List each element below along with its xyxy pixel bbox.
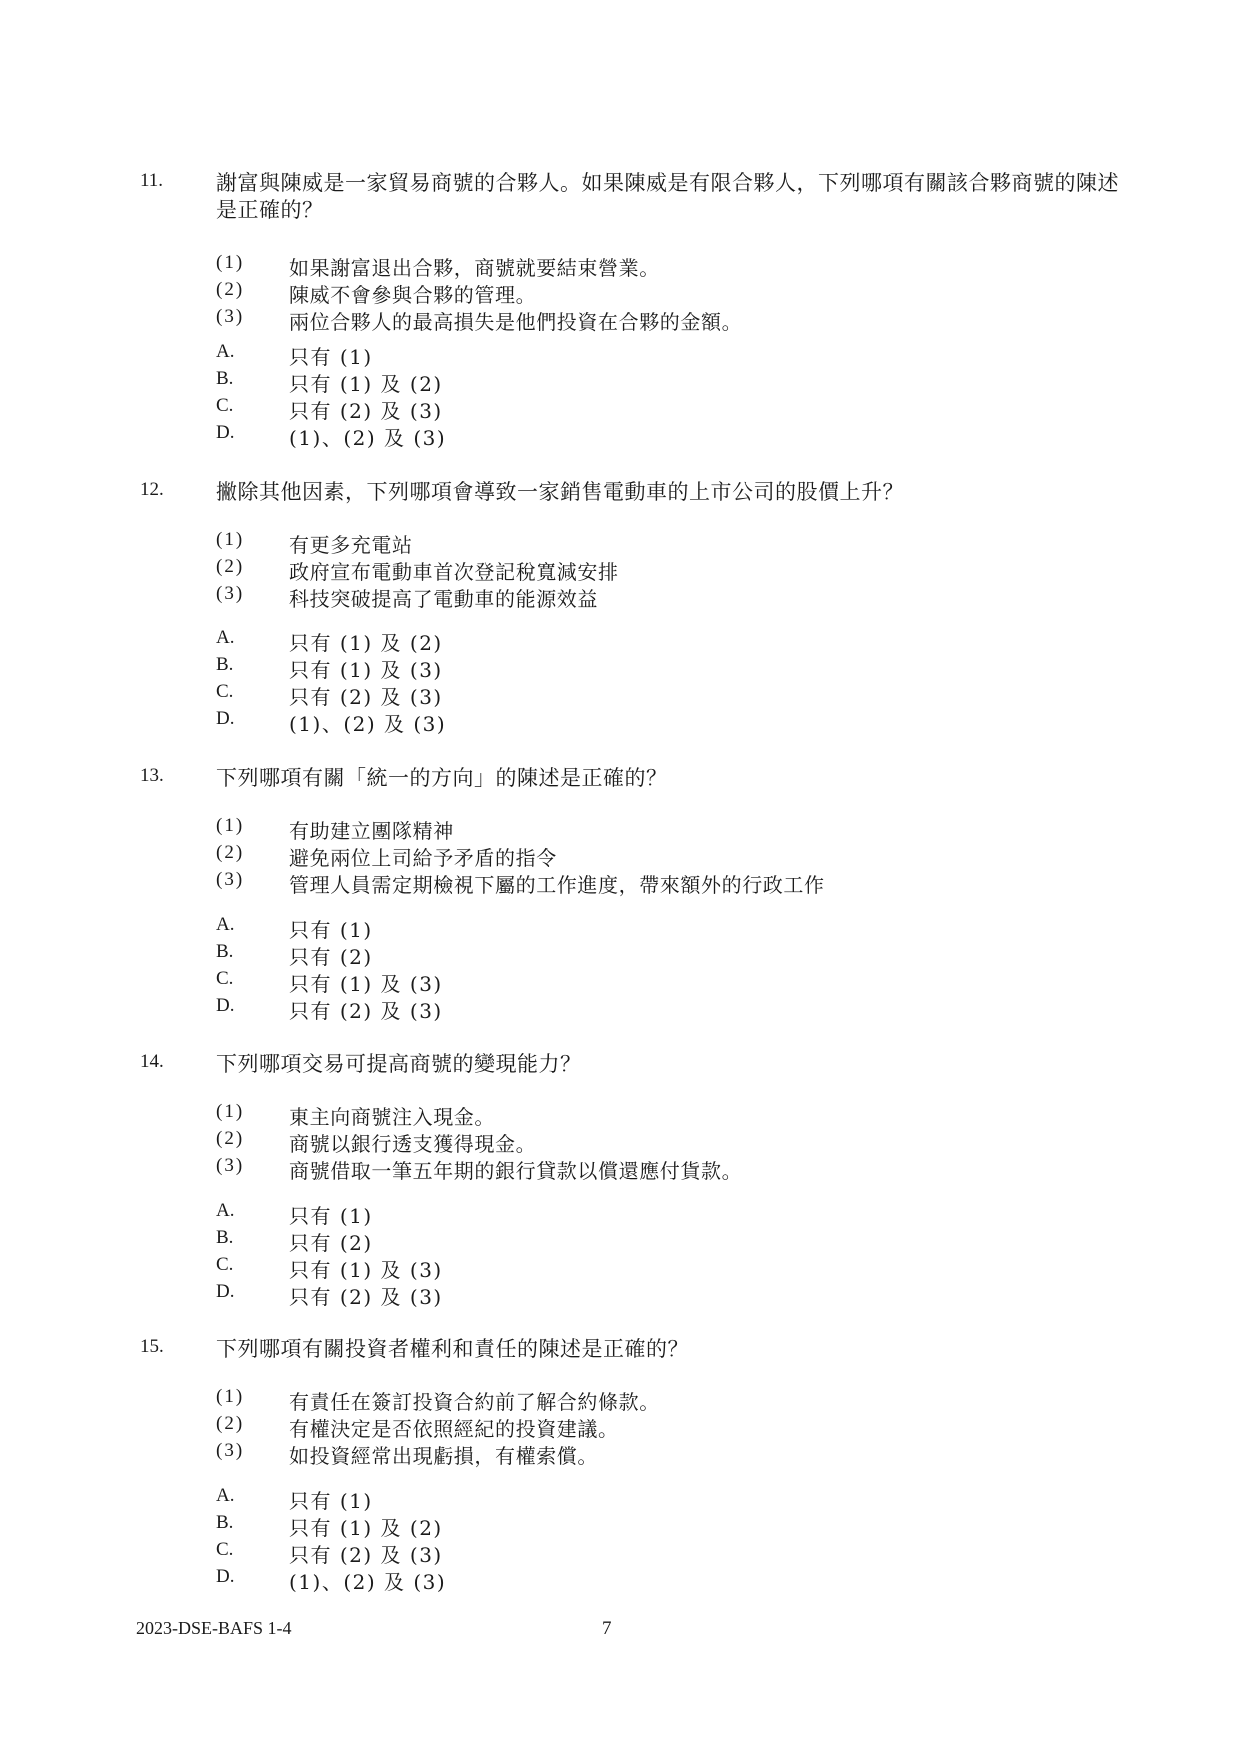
statement-text: 如投資經常出現虧損，有權索償。	[289, 1444, 598, 1468]
question-stem: 下列哪項有關投資者權利和責任的陳述是正確的？	[216, 1337, 689, 1361]
statement-label: (3)	[216, 583, 245, 604]
option-label: A.	[216, 341, 235, 362]
option-label: D.	[216, 995, 235, 1016]
statement-label: (2)	[216, 1413, 245, 1434]
statement-text: 有責任在簽訂投資合約前了解合約條款。	[289, 1390, 660, 1414]
statement-label: (3)	[216, 306, 245, 327]
option-text: (1)、(2) 及 (3)	[289, 1570, 447, 1594]
option-text: 只有 (1) 及 (3)	[289, 972, 443, 996]
option-text: 只有 (1) 及 (3)	[289, 658, 443, 682]
question-stem: 下列哪項有關「統一的方向」的陳述是正確的？	[216, 766, 668, 790]
statement-label: (2)	[216, 279, 245, 300]
option-label: B.	[216, 1227, 234, 1248]
option-label: C.	[216, 1539, 234, 1560]
statement-text: 商號以銀行透支獲得現金。	[289, 1132, 537, 1156]
statement-label: (3)	[216, 1155, 245, 1176]
option-label: D.	[216, 422, 235, 443]
option-text: 只有 (1)	[289, 1204, 373, 1228]
option-label: C.	[216, 681, 234, 702]
option-label: B.	[216, 1512, 234, 1533]
statement-label: (1)	[216, 1101, 245, 1122]
statement-text: 避免兩位上司給予矛盾的指令	[289, 846, 557, 870]
question-number: 12.	[140, 479, 164, 500]
paper-code: 2023-DSE-BAFS 1-4	[136, 1618, 292, 1638]
question-number: 15.	[140, 1336, 164, 1357]
statement-text: 管理人員需定期檢視下屬的工作進度，帶來額外的行政工作	[289, 873, 825, 897]
option-label: B.	[216, 941, 234, 962]
option-text: 只有 (2) 及 (3)	[289, 399, 443, 423]
option-text: 只有 (1)	[289, 345, 373, 369]
option-label: C.	[216, 395, 234, 416]
option-label: C.	[216, 968, 234, 989]
question-number: 11.	[140, 170, 164, 191]
statement-label: (2)	[216, 842, 245, 863]
option-text: 只有 (2) 及 (3)	[289, 685, 443, 709]
option-text: 只有 (2) 及 (3)	[289, 1285, 443, 1309]
question-number: 14.	[140, 1051, 164, 1072]
option-text: 只有 (1)	[289, 918, 373, 942]
question-number: 13.	[140, 765, 164, 786]
statement-label: (2)	[216, 556, 245, 577]
option-text: 只有 (1) 及 (2)	[289, 631, 443, 655]
option-label: D.	[216, 1566, 235, 1587]
statement-text: 有助建立團隊精神	[289, 819, 454, 843]
statement-text: 商號借取一筆五年期的銀行貸款以償還應付貨款。	[289, 1159, 743, 1183]
option-text: (1)、(2) 及 (3)	[289, 426, 447, 450]
statement-text: 科技突破提高了電動車的能源效益	[289, 587, 598, 611]
option-text: 只有 (2) 及 (3)	[289, 1543, 443, 1567]
statement-label: (3)	[216, 1440, 245, 1461]
option-text: 只有 (2) 及 (3)	[289, 999, 443, 1023]
statement-text: 陳威不會參與合夥的管理。	[289, 283, 537, 307]
page-number: 7	[602, 1618, 612, 1639]
option-label: B.	[216, 654, 234, 675]
option-label: A.	[216, 1200, 235, 1221]
statement-text: 政府宣布電動車首次登記稅寬減安排	[289, 560, 619, 584]
option-label: B.	[216, 368, 234, 389]
option-text: 只有 (2)	[289, 1231, 373, 1255]
statement-label: (1)	[216, 252, 245, 273]
option-text: 只有 (1) 及 (2)	[289, 372, 443, 396]
statement-label: (1)	[216, 529, 245, 550]
statement-label: (1)	[216, 815, 245, 836]
statement-text: 有更多充電站	[289, 533, 413, 557]
statement-text: 兩位合夥人的最高損失是他們投資在合夥的金額。	[289, 310, 743, 334]
option-label: D.	[216, 1281, 235, 1302]
option-label: A.	[216, 914, 235, 935]
question-stem: 下列哪項交易可提高商號的變現能力？	[216, 1052, 582, 1076]
statement-label: (1)	[216, 1386, 245, 1407]
question-stem: 謝富與陳威是一家貿易商號的合夥人。如果陳威是有限合夥人，下列哪項有關該合夥商號的陳述是正確的？	[216, 171, 1119, 222]
statement-text: 如果謝富退出合夥，商號就要結束營業。	[289, 256, 660, 280]
option-text: 只有 (1) 及 (2)	[289, 1516, 443, 1540]
option-text: 只有 (2)	[289, 945, 373, 969]
statement-text: 有權決定是否依照經紀的投資建議。	[289, 1417, 619, 1441]
statement-label: (3)	[216, 869, 245, 890]
option-label: D.	[216, 708, 235, 729]
option-text: 只有 (1)	[289, 1489, 373, 1513]
option-text: 只有 (1) 及 (3)	[289, 1258, 443, 1282]
question-stem: 撇除其他因素，下列哪項會導致一家銷售電動車的上市公司的股價上升？	[216, 480, 904, 504]
option-label: C.	[216, 1254, 234, 1275]
option-label: A.	[216, 627, 235, 648]
statement-text: 東主向商號注入現金。	[289, 1105, 495, 1129]
option-label: A.	[216, 1485, 235, 1506]
option-text: (1)、(2) 及 (3)	[289, 712, 447, 736]
statement-label: (2)	[216, 1128, 245, 1149]
